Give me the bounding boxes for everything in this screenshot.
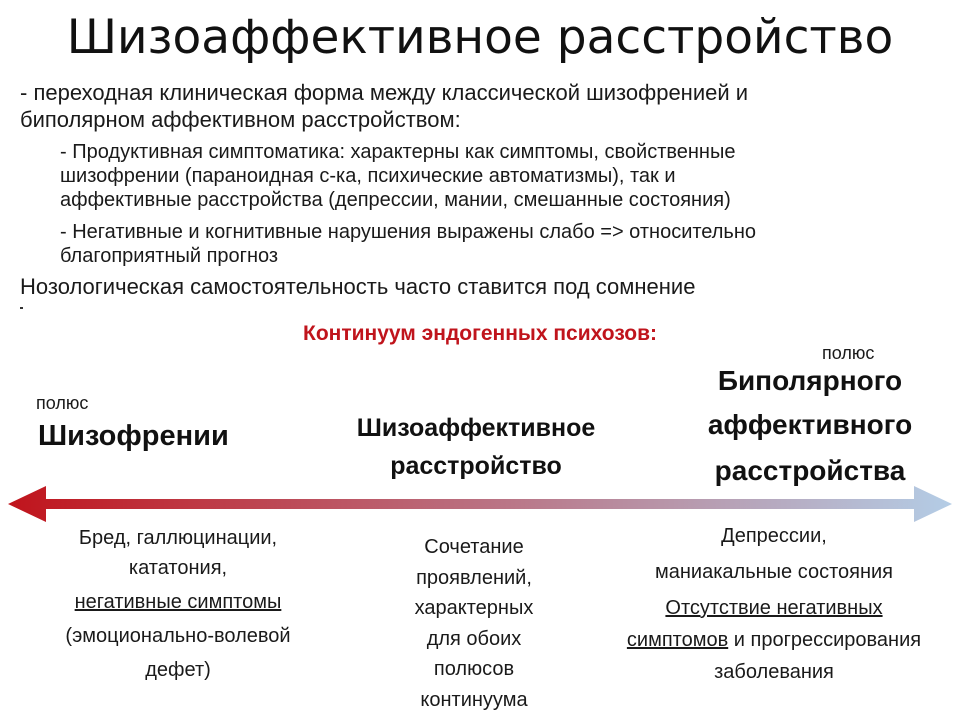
intro-line-1: - переходная клиническая форма между классической шизофренией и (20, 80, 749, 105)
middle-description (362, 532, 586, 715)
middle-label-line-1: Шизоаффективное (356, 414, 596, 442)
bullet-1-line-3: аффективные расстройства (депрессии, мании, смешанные состояния) (60, 189, 731, 211)
slide-title: Шизоаффективное расстройство (66, 10, 894, 65)
intro-line-2: биполярном аффективном расстройством: (20, 107, 461, 132)
right-desc-line-3: Отсутствие негативных (665, 597, 883, 619)
left-description (28, 523, 328, 685)
right-desc-line-4-underlined: симптомов (626, 629, 729, 651)
right-pole-label-line-3: расстройства (714, 455, 906, 486)
middle-desc-line-2: проявлений, (416, 566, 532, 589)
left-desc-line-1: Бред, галлюцинации, (78, 527, 278, 549)
bullet-1-line-1: - Продуктивная симптоматика: характерны как симптомы, свойственные (60, 141, 736, 163)
left-desc-line-2: кататония, (128, 557, 228, 579)
middle-desc-line-3: характерных (414, 597, 534, 619)
continuum-title: Континуум эндогенных психозов: (303, 322, 657, 345)
right-desc-line-4 (590, 624, 958, 656)
right-pole-label-line-2: аффективного (707, 409, 913, 440)
right-description (590, 520, 958, 688)
nosology-note: Нозологическая самостоятельность часто ставится под сомнение (20, 274, 696, 299)
bullet-2-line-2: благоприятный прогноз (60, 245, 279, 267)
left-desc-line-3: негативные симптомы (74, 591, 282, 613)
right-desc-line-4-rest: и прогрессирования (728, 629, 922, 651)
bullet-1-line-2: шизофрении (параноидная с-ка, психические автоматизмы), так и (60, 165, 676, 187)
left-desc-line-5: дефет) (145, 659, 211, 681)
right-desc-line-2: маниакальные состояния (655, 561, 893, 583)
left-pole-label-small: полюс (36, 393, 89, 413)
bullet-2-line-1: - Негативные и когнитивные нарушения выражены слабо => относительно (60, 221, 757, 243)
right-desc-line-5: заболевания (714, 661, 834, 683)
left-pole-label: Шизофрении (38, 420, 229, 452)
right-desc-line-1: Депрессии, (721, 525, 827, 547)
left-desc-line-4: (эмоционально-волевой (65, 625, 291, 647)
middle-desc-line-1: Сочетание (424, 536, 524, 558)
middle-desc-line-6: континуума (420, 688, 528, 711)
continuum-arrow-shape (8, 486, 952, 522)
stray-dash (20, 307, 23, 309)
middle-desc-line-5: полюсов (433, 658, 515, 680)
middle-label-line-2: расстройство (390, 452, 562, 480)
right-pole-label-line-1: Биполярного (717, 365, 903, 396)
middle-desc-line-4: для обоих (426, 627, 522, 650)
right-pole-label-small: полюс (822, 343, 875, 363)
